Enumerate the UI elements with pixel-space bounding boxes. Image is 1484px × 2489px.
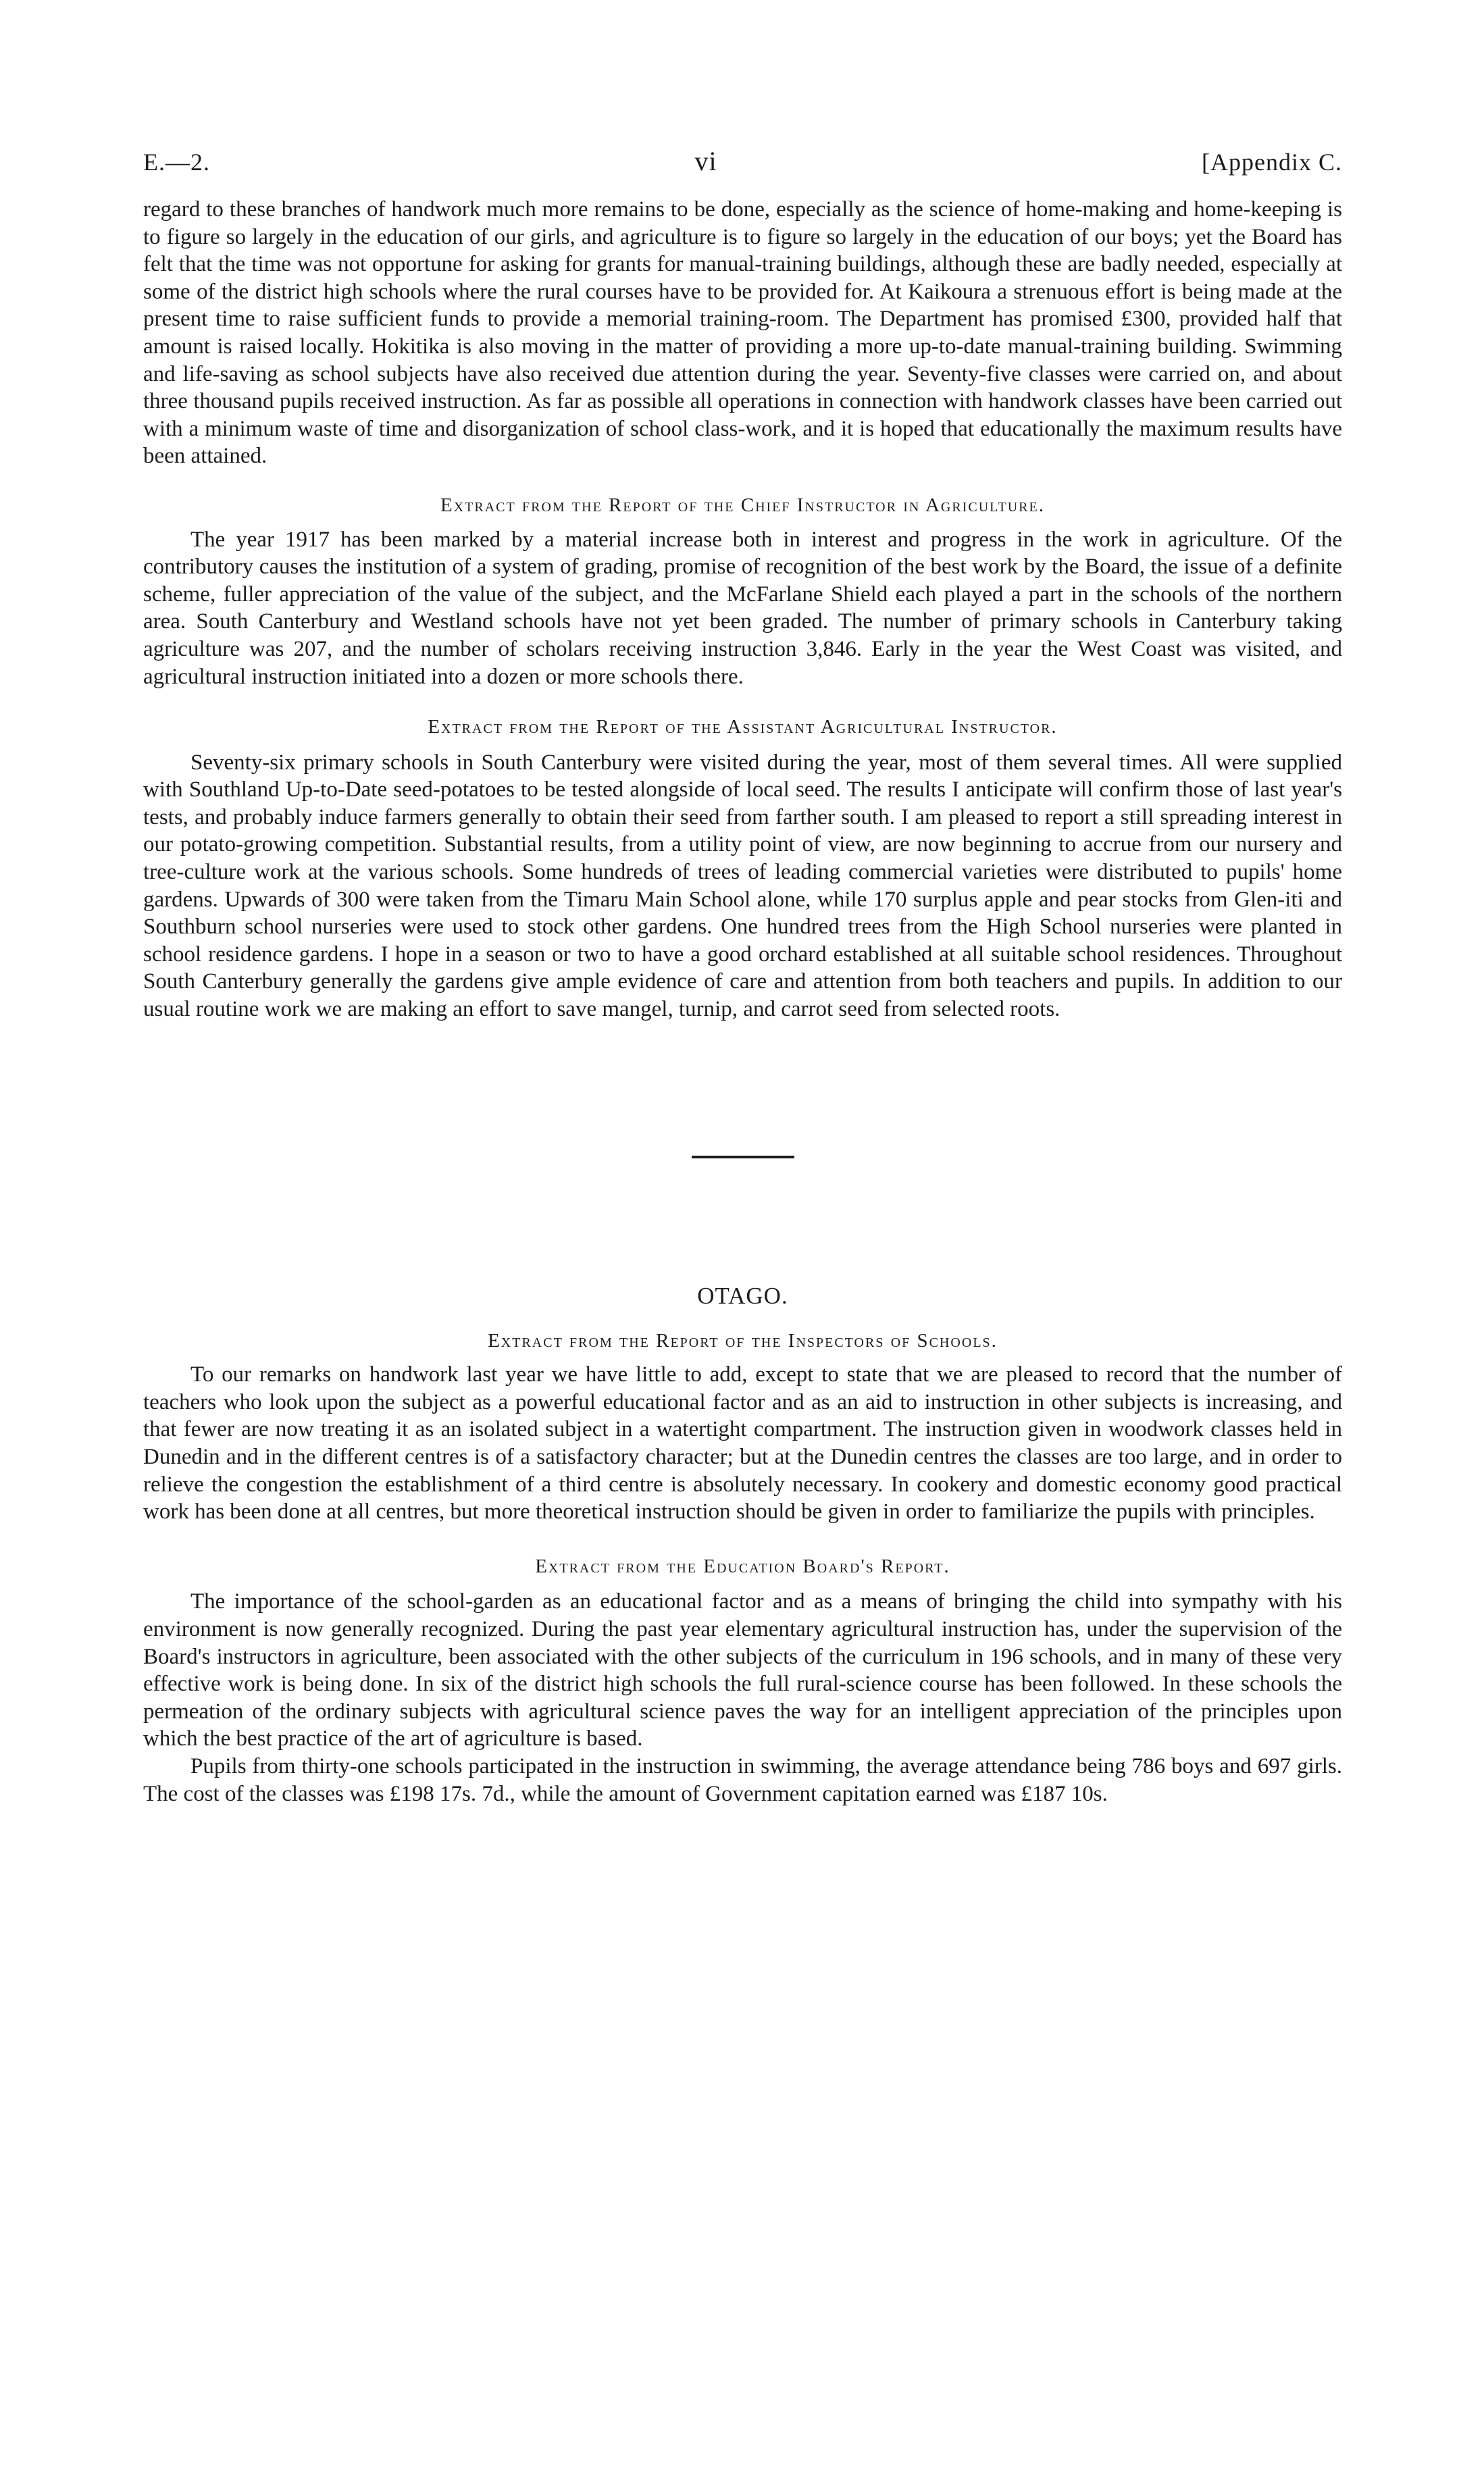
agriculture-instructor-heading: Extract from the Report of the Chief Instructor in Agriculture. <box>440 494 1045 516</box>
page-number: vi <box>694 146 717 176</box>
header-reference: E.—2. <box>143 149 210 176</box>
assistant-instructor-paragraph: Seventy-six primary schools in South Canterbury were visited during the year, most of them several times. All were supplied with Southland Up-to-Date seed-potatoes to be tested alongside of local seed. The results I anticipate will confirm those of last year's tests, and probably induce farmers generally to obtain their seed from farther south. I am pleased to report a still spreading interest in our potato-growing competition. Substantial results, from a utility point of view, are now beginning to accrue from our nursery and tree-culture work at the various schools. Some hundreds of trees of leading commercial varieties were distributed to pupils' home gardens. Upwards of 300 were taken from the Timaru Main School alone, while 170 surplus apple and pear stocks from Glen-iti and Southburn school nurseries were used to stock other gardens. One hundred trees from the High School nurseries were planted in school residence gardens. I hope in a season or two to have a good orchard established at all suitable school residences. Throughout South Canterbury generally the gardens give ample evidence of care and attention from both teachers and pupils. In addition to our usual routine work we are making an effort to save mangel, turnip, and carrot seed from selected roots. <box>143 750 1342 1022</box>
inspectors-heading: Extract from the Report of the Inspectors of Schools. <box>488 1329 998 1352</box>
agriculture-instructor-paragraph: The year 1917 has been marked by a material increase both in interest and progress in the work in agriculture. Of the contributory causes the institution of a system of grading, promise of recognition of the best work by the Board, the issue of a definite scheme, fuller appreciation of the value of the subject, and the McFarlane Shield each played a part in the schools of the northern area. South Canterbury and Westland schools have not yet been graded. The number of primary schools in Canterbury taking agriculture was 207, and the number of scholars receiving instruction 3,846. Early in the year the West Coast was visited, and agricultural instruction initiated into a dozen or more schools there. <box>143 527 1342 689</box>
education-board-heading: Extract from the Education Board's Report. <box>535 1555 950 1577</box>
education-board-paragraph-2: Pupils from thirty-one schools participated in the instruction in swimming, the average attendance being 786 boys and 697 girls. The cost of the classes was £198 17s. 7d., while the amount of Government capitation earned was £187 10s. <box>143 1753 1342 1806</box>
otago-title: OTAGO. <box>697 1282 788 1309</box>
page-header <box>143 145 1342 177</box>
education-board-paragraph-1: The importance of the school-garden as an educational factor and as a means of bringing the child into sympathy with his environment is now generally recognized. During the past year elementary agricultural instruction has, under the supervision of the Board's instructors in agriculture, been associated with the other subjects of the curriculum in 196 schools, and in many of these very effective work is being done. In six of the district high schools the full rural-science course has been followed. In these schools the permeation of the ordinary subjects with agricultural science paves the way for an intelligent appreciation of the principles upon which the best practice of the art of agriculture is based. <box>143 1589 1342 1751</box>
assistant-instructor-heading: Extract from the Report of the Assistant Agricultural Instructor. <box>428 716 1058 738</box>
header-appendix: [Appendix C. <box>1202 149 1342 176</box>
section-divider <box>692 1156 794 1158</box>
inspectors-paragraph: To our remarks on handwork last year we have little to add, except to state that we are pleased to record that the number of teachers who look upon the subject as a powerful educational factor and as an aid to instruction in other subjects is increasing, and that fewer are now treating it as an isolated subject in a watertight compartment. The instruction given in woodwork classes held in Dunedin and in the different centres is of a satisfactory character; but at the Dunedin centres the classes are too large, and in order to relieve the congestion the establishment of a third centre is absolutely necessary. In cookery and domestic economy good practical work has been done at all centres, but more theoretical instruction should be given in order to familiarize the pupils with principles. <box>143 1362 1342 1524</box>
page <box>143 145 1342 1807</box>
handwork-continuation-paragraph: regard to these branches of handwork much more remains to be done, especially as the science of home-making and home-keeping is to figure so largely in the education of our girls, and agriculture is to figure so largely in the education of our boys; yet the Board has felt that the time was not opportune for asking for grants for manual-training buildings, although these are badly needed, especially at some of the district high schools where the rural courses have to be provided for. At Kaikoura a strenuous effort is being made at the present time to raise sufficient funds to provide a memorial training-room. The Department has promised £300, provided half that amount is raised locally. Hokitika is also moving in the matter of providing a more up-to-date manual-training building. Swimming and life-saving as school subjects have also received due attention during the year. Seventy-five classes were carried on, and about three thousand pupils received instruction. As far as possible all operations in connection with handwork classes have been carried out with a minimum waste of time and disorganization of school class-work, and it is hoped that educationally the maximum results have been attained. <box>143 197 1342 469</box>
